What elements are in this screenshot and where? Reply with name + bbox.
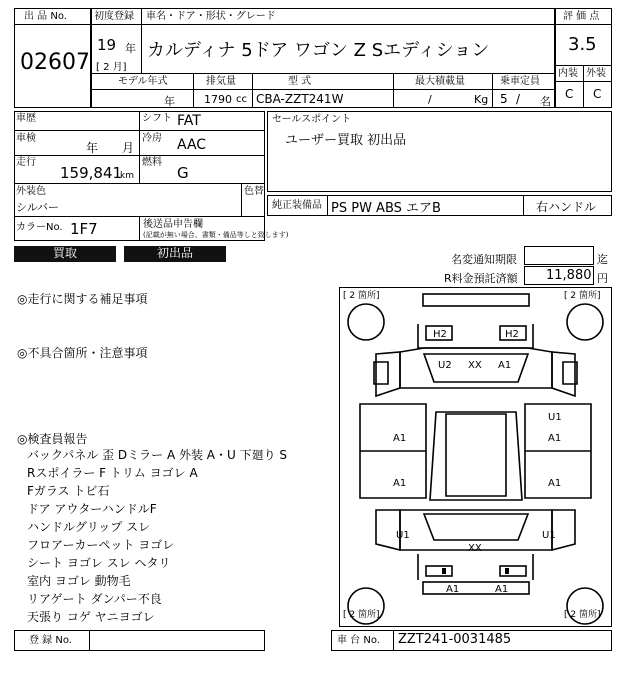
damage-mark-a1-right-rear: A1	[548, 478, 562, 489]
history-label: 車歴	[16, 113, 36, 124]
chassis-number-label: 車 台 No.	[337, 635, 380, 646]
tag-first-listing: 初出品	[124, 246, 226, 262]
inspection-month-unit: 月	[122, 141, 135, 155]
defects-title: ◎不具合箇所・注意事項	[17, 346, 148, 360]
exterior-color: シルバー	[16, 201, 59, 214]
mileage-label: 走行	[16, 157, 36, 168]
capacity-label: 乗車定員	[500, 76, 540, 87]
damage-mark-a1-left-rear: A1	[393, 478, 407, 489]
tag-purchase: 買取	[14, 246, 116, 262]
color-change-label: 色替	[244, 186, 264, 197]
inspector-report-title: ◎検査員報告	[17, 432, 88, 446]
color-number: 1F7	[70, 220, 98, 238]
report-line: 天張り コゲ ヤニヨゴレ	[27, 610, 155, 624]
model-type: CBA-ZZT241W	[256, 92, 344, 106]
damage-mark-a1-bottom-left: A1	[446, 584, 460, 595]
first-registration-year: 19	[97, 36, 117, 54]
score-label: 評 価 点	[563, 11, 600, 22]
damage-mark-u1-left-lower: U1	[396, 530, 410, 541]
inspection-label: 車検	[16, 133, 36, 144]
damage-mark-u2: U2	[438, 360, 452, 371]
model-year-unit: 年	[164, 95, 175, 108]
report-line: ドア アウターハンドルF	[27, 502, 157, 516]
color-number-label: カラーNo.	[16, 222, 63, 233]
first-registration-label: 初度登録	[94, 11, 134, 22]
year-unit: 年	[125, 42, 136, 55]
ownership-change-unit: 迄	[597, 253, 608, 266]
exterior-color-label: 外装色	[16, 186, 46, 197]
fuel: G	[177, 164, 189, 182]
recycle-fee-unit: 円	[597, 272, 608, 285]
fuel-label: 燃料	[142, 157, 162, 168]
inspection-year-unit: 年	[86, 141, 99, 155]
capacity: 5	[500, 92, 508, 106]
damage-mark-xx-top: XX	[468, 360, 482, 371]
chassis-number: ZZT241-0031485	[398, 632, 512, 647]
interior-label: 内装	[558, 68, 578, 79]
damage-mark-u1-right: U1	[548, 412, 562, 423]
report-line: バックパネル 歪 Dミラー A 外装 A・U 下廻り S	[27, 448, 288, 462]
car-outline-icon	[340, 288, 611, 626]
recycle-fee: 11,880	[546, 268, 592, 283]
displacement-label: 排気量	[206, 76, 236, 87]
damage-mark-h2-right: H2	[505, 329, 519, 340]
cc-unit: cc	[236, 94, 247, 105]
car-diagram	[339, 287, 612, 627]
report-line: Fガラス トビ石	[27, 484, 110, 498]
displacement: 1790	[204, 93, 232, 106]
damage-mark-a1-top: A1	[498, 360, 512, 371]
model-year-label: モデル年式	[118, 76, 168, 87]
report-line: Rスポイラー F トリム ヨゴレ A	[27, 466, 198, 480]
equipment-label: 純正装備品	[272, 200, 322, 211]
aftermarket-label: 後送品申告欄	[143, 219, 203, 230]
damage-mark-h2-left: H2	[433, 329, 447, 340]
first-registration-month: [ 2 月]	[96, 62, 127, 73]
exterior-label: 外装	[586, 68, 606, 79]
report-line: シート ヨゴレ スレ ヘタリ	[27, 556, 171, 570]
type-label: 型 式	[288, 76, 312, 87]
km-unit: km	[120, 171, 134, 181]
shift: FAT	[177, 113, 201, 129]
person-unit: 名	[540, 95, 551, 108]
recycle-fee-label: R料金預託済額	[444, 272, 518, 285]
report-line: リアゲート ダンパー不良	[27, 592, 162, 606]
lot-number-label: 出 品 No.	[24, 11, 67, 22]
sales-point: ユーザー買取 初出品	[285, 133, 407, 148]
capacity-separator: /	[516, 92, 521, 106]
report-line: フロアーカーペット ヨゴレ	[27, 538, 175, 552]
report-line: ハンドルグリップ スレ	[27, 520, 151, 534]
corner-label-bottom-right: [ 2 箇所]	[564, 610, 601, 620]
corner-label-top-left: [ 2 箇所]	[343, 291, 380, 301]
driving-supplement-title: ◎走行に関する補足事項	[17, 292, 148, 306]
damage-mark-u1-right-lower: U1	[542, 530, 556, 541]
damage-mark-a1-bottom-right: A1	[495, 584, 509, 595]
sales-point-label: セールスポイント	[272, 114, 352, 125]
corner-label-bottom-left: [ 2 箇所]	[343, 610, 380, 620]
interior-score: C	[565, 87, 574, 101]
steering-side: 右ハンドル	[536, 200, 597, 214]
ownership-change-label: 名変通知期限	[451, 253, 517, 266]
damage-mark-a1-right-front: A1	[548, 433, 562, 444]
registration-number-label: 登 録 No.	[29, 635, 72, 646]
car-name-label: 車名・ドア・形状・グレード	[146, 11, 276, 22]
max-load-label: 最大積載量	[415, 76, 465, 87]
damage-mark-a1-left-front: A1	[393, 433, 407, 444]
exterior-score: C	[593, 87, 602, 101]
equipment: PS PW ABS エアB	[331, 201, 441, 216]
air-conditioning: AAC	[177, 137, 207, 153]
lot-number: 02607	[20, 50, 90, 75]
shift-label: シフト	[142, 113, 172, 124]
score: 3.5	[568, 34, 597, 55]
car-name: カルディナ 5ドア ワゴン Z Sエディション	[147, 40, 490, 61]
ac-label: 冷房	[142, 133, 162, 144]
kg-unit: Kg	[474, 93, 489, 106]
corner-label-top-right: [ 2 箇所]	[564, 291, 601, 301]
damage-mark-xx-rear: XX	[468, 543, 482, 554]
ownership-change-deadline	[524, 246, 594, 265]
load-slash: /	[428, 93, 432, 106]
aftermarket-note: (記載が無い場合、書類・備品等しと致します)	[143, 231, 289, 239]
report-line: 室内 ヨゴレ 動物毛	[27, 574, 131, 588]
mileage: 159,841	[60, 164, 123, 182]
